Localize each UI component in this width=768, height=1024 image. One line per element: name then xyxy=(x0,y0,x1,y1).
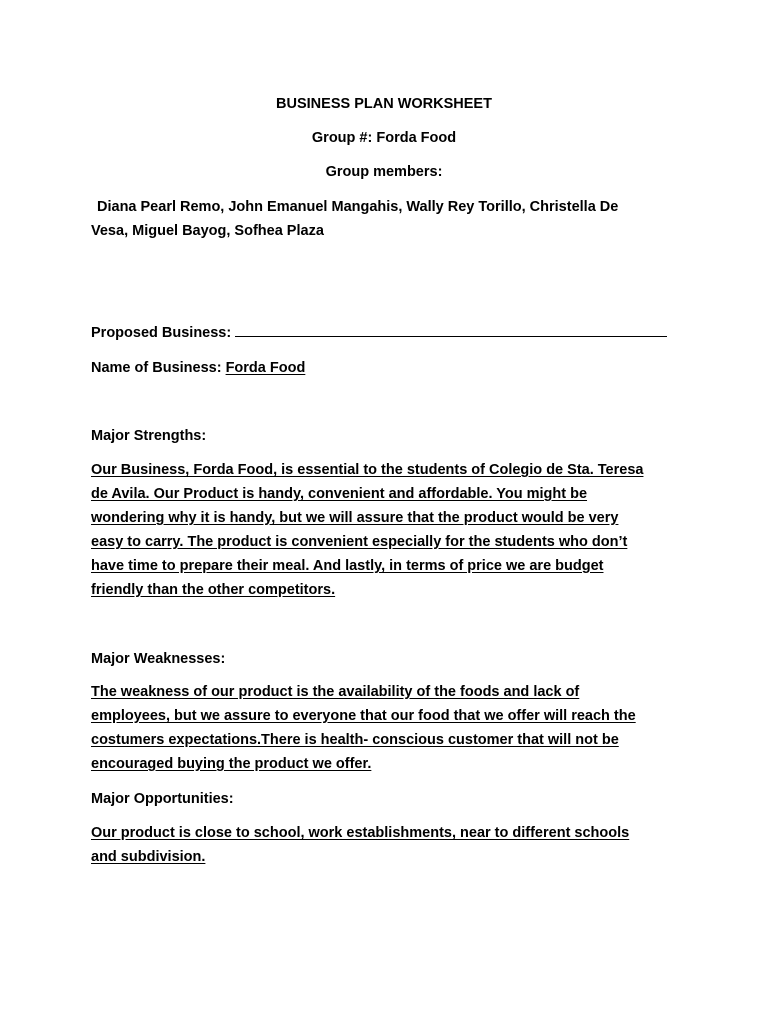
weaknesses-line: costumers expectations.There is health- conscious customer that will not be xyxy=(91,732,619,748)
strengths-line: have time to prepare their meal. And lastly, in terms of price we are budget xyxy=(91,558,604,574)
business-name-value: Forda Food xyxy=(225,360,306,376)
weaknesses-heading: Major Weaknesses: xyxy=(91,651,226,667)
proposed-business-label: Proposed Business: xyxy=(91,325,232,341)
document-title: BUSINESS PLAN WORKSHEET xyxy=(276,96,492,112)
proposed-business-field xyxy=(91,324,691,342)
opportunities-heading: Major Opportunities: xyxy=(91,791,234,807)
strengths-line: friendly than the other competitors. xyxy=(91,582,336,598)
opportunities-line: Our product is close to school, work establishments, near to different schools xyxy=(91,825,630,841)
strengths-line: easy to carry. The product is convenient especially for the students who don’t xyxy=(91,534,628,550)
strengths-line: de Avila. Our Product is handy, convenient and affordable. You might be xyxy=(91,486,588,502)
group-members-label: Group members: xyxy=(325,164,443,180)
strengths-line: Our Business, Forda Food, is essential to the students of Colegio de Sta. Teresa xyxy=(91,462,644,478)
weaknesses-line: The weakness of our product is the availability of the foods and lack of xyxy=(91,684,580,700)
opportunities-line: and subdivision. xyxy=(91,849,206,865)
group-members-line: Diana Pearl Remo, John Emanuel Mangahis, Wally Rey Torillo, Christella De xyxy=(97,199,619,215)
weaknesses-line: encouraged buying the product we offer. xyxy=(91,756,372,772)
strengths-line: wondering why it is handy, but we will assure that the product would be very xyxy=(91,510,619,526)
group-members-line: Vesa, Miguel Bayog, Sofhea Plaza xyxy=(91,223,324,239)
business-name-label: Name of Business: xyxy=(91,360,222,376)
business-name-field xyxy=(91,359,691,377)
weaknesses-line: employees, but we assure to everyone that our food that we offer will reach the xyxy=(91,708,636,724)
group-label: Group #: Forda Food xyxy=(311,130,457,146)
strengths-heading: Major Strengths: xyxy=(91,428,207,444)
proposed-business-blank xyxy=(235,335,667,337)
